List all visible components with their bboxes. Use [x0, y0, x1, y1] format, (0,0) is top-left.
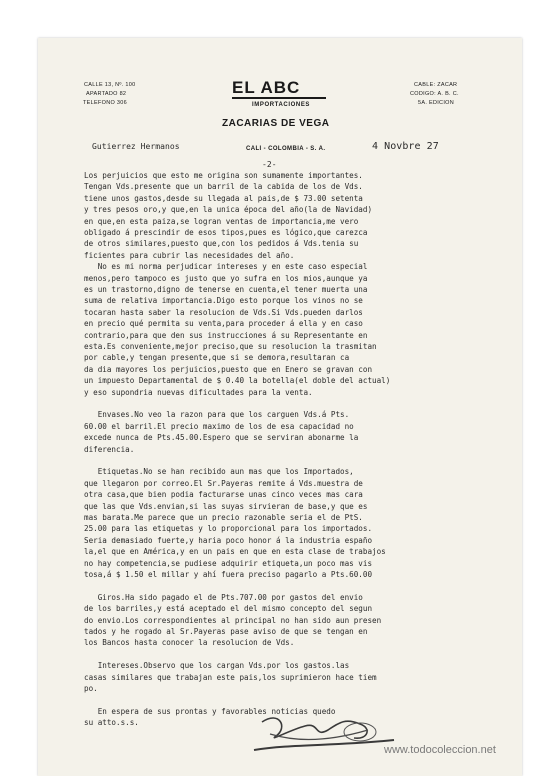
letter-line: es un trastorno,digno de tenerse en cuenta,el tener muerta una	[84, 285, 368, 294]
letter-line: Seria demasiado fuerte,y haria poco honor á la industria españo	[84, 535, 373, 545]
recipient: Gutierrez Hermanos	[92, 142, 180, 151]
letter-line: tados y he rogado al Sr.Payeras pase aviso de que se tengan en	[84, 627, 368, 636]
letter-line: la,el que en América,y en un pais en que en esta clase de trabajos	[84, 547, 386, 557]
letter-line: 25.00 para las etiquetas y lo proporcional para los importados.	[84, 524, 373, 534]
address-line: CALLE 13, Nº. 100	[84, 82, 136, 88]
letter-line: y tres pesos oro,y que,en la unica época del año(la de Navidad)	[84, 205, 373, 215]
owner-name: ZACARIAS DE VEGA	[222, 118, 330, 129]
letter-line: Tengan Vds.presente que un barril de la cabida de los de Vds.	[84, 182, 363, 192]
letter-line: que llegaron por correo.El Sr.Payeras remite á Vds.muestra de	[84, 478, 363, 488]
watermark: www.todocoleccion.net	[384, 744, 496, 756]
page-marker: -2-	[262, 160, 277, 169]
letter-line: tiene unos gastos,desde su llegada al pais,de $ 73.00 setenta	[84, 193, 363, 203]
letter-line: por cable,y tengan presente,que si se demora,resultaran ca	[84, 353, 350, 363]
letter-line: Los perjuicios que esto me origina son sumamente importantes.	[84, 171, 363, 180]
brand-underline	[232, 97, 326, 99]
letter-line: suma de relativa importancia.Digo esto porque los vinos no se	[84, 296, 363, 306]
letter-line: un impuesto Departamental de $ 0.40 la botella(el doble del actual)	[84, 376, 391, 386]
letter-line: y eso supondria nuevas dificultades para la venta.	[84, 387, 313, 397]
letter-line: menos,pero tampoco es justo que yo sufra en los mios,aunque ya	[84, 273, 368, 283]
letter-line: po.	[84, 684, 98, 693]
letter-line: No es mi norma perjudicar intereses y en este caso especial	[84, 262, 368, 272]
letter-line: no hay competencia,se pudiese adquirir etiqueta,un poco mas vis	[84, 558, 373, 568]
letter-line: mas barata.Me parece que un precio razonable seria el de PtS.	[84, 513, 363, 522]
signature-icon	[250, 700, 400, 760]
letter-line: diferencia.	[84, 444, 135, 454]
brand-subtitle: IMPORTACIONES	[252, 102, 311, 108]
code-line: CODIGO: A. B. C.	[410, 91, 459, 97]
letter-line: do envio.Los correspondientes al principal no han sido aun presen	[84, 615, 382, 625]
letter-line: esta.Es conveniente,mejor preciso,que su resolucion la trasmitan	[84, 342, 377, 351]
letter-line: En espera de sus prontas y favorables noticias quedo	[84, 706, 336, 716]
letter-line: su atto.s.s.	[84, 718, 139, 728]
cable-line: CABLE: ZACAR	[414, 82, 458, 88]
letter-line: tocaran hasta saber la resolucion de Vds.Si Vds.pueden darlos	[84, 307, 363, 317]
letter-date: 4 Novbre 27	[372, 141, 439, 152]
letter-line: Etiquetas.No se han recibido aun mas que los Importados,	[84, 467, 354, 477]
letter-line: Envases.No veo la razon para que los carguen Vds.á Pts.	[84, 410, 350, 420]
letter-line: contrario,para que den sus instrucciones á su Representante en	[84, 330, 368, 340]
letter-line: tosa,á $ 1.50 el millar y ahí fuera preciso pagarlo a Pts.60.00	[84, 570, 373, 579]
letter-line: Giros.Ha sido pagado el de Pts.707.00 por gastos del envio	[84, 592, 363, 602]
letter-line: en precio qué permita su venta,para proceder á ella y en caso	[84, 319, 363, 329]
letter-line: otra casa,que bien podia facturarse unas cinco veces mas cara	[84, 490, 363, 500]
letter-line: 60.00 el barril.El precio maximo de los de esa capacidad no	[84, 421, 354, 431]
letter-line: casas similares que trabajan este pais,los suprimieron hace tiem	[84, 672, 377, 682]
city-line: CALI - COLOMBIA - S. A.	[246, 146, 326, 152]
letter-line: obligado á prescindir de esos tipos,pues es lógico,que carezca	[84, 228, 368, 237]
brand-logo: EL ABC	[232, 78, 301, 97]
letter-line: ficientes para cubrir las necesidades del año.	[84, 250, 295, 260]
letter-line: da dia mayores los perjuicios,puesto que en Enero se gravan con	[84, 364, 373, 374]
edition-line: 5A. EDICION	[418, 100, 455, 106]
letter-line: de otros similares,puesto que,con los pedidos á Vds.tenia su	[84, 239, 359, 249]
letter-line: los Bancos hasta conocer la resolucion de Vds.	[84, 638, 295, 648]
phone-line: TELEFONO 306	[83, 100, 127, 106]
letter-line: de los barriles,y está aceptado el del mismo concepto del segun	[84, 604, 373, 614]
po-box-line: APARTADO 82	[86, 91, 127, 97]
letter-line: Intereses.Observo que los cargan Vds.por los gastos.las	[84, 661, 350, 671]
letter-line: en que,en esta paiza,se logran ventas de importancia,me vero	[84, 216, 359, 226]
letter-line: que las que Vds.envian,si las suyas sirvieran de base,y que es	[84, 501, 368, 511]
letter-line: excede nunca de Pts.45.00.Espero que se serviran abonarme la	[84, 433, 359, 443]
